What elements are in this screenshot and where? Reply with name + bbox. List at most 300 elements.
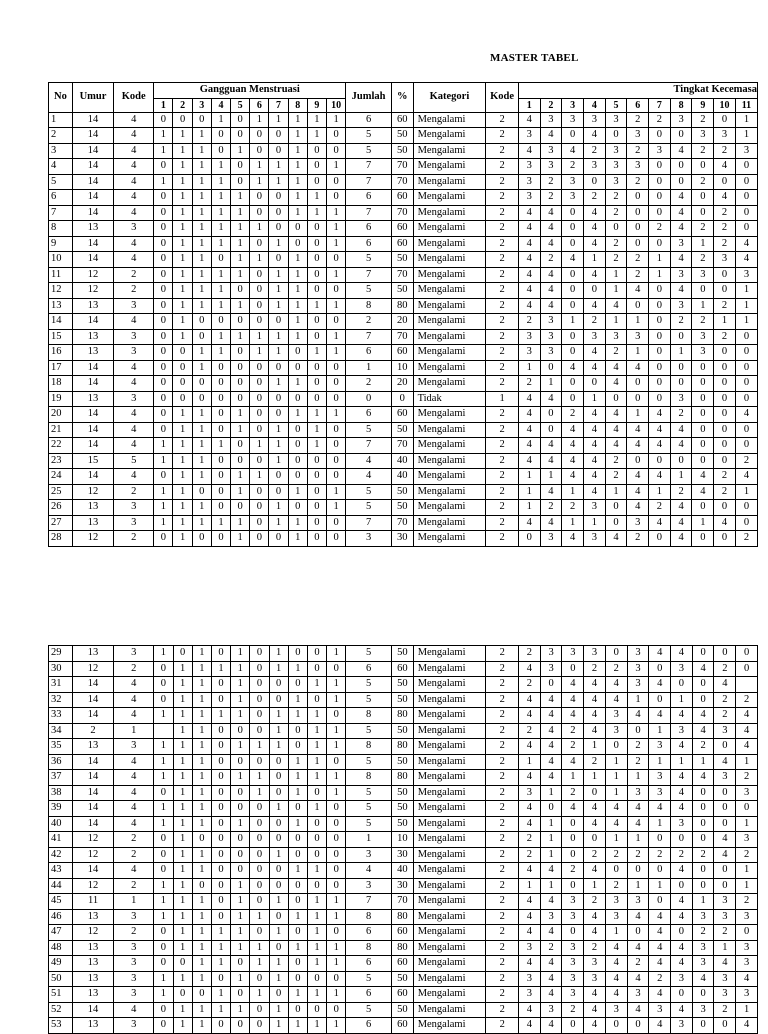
table-cell: 4 — [519, 956, 541, 972]
table-cell: 1 — [307, 894, 326, 910]
table-cell: 6 — [49, 190, 73, 206]
table-cell: 1 — [231, 816, 250, 832]
table-cell: 3 — [562, 971, 584, 987]
table-cell: 1 — [154, 909, 173, 925]
gangguan-item-header: 10 — [326, 98, 345, 112]
table-cell: 2 — [486, 283, 519, 299]
table-cell: 1 — [540, 785, 562, 801]
table-cell: 3 — [518, 190, 540, 206]
table-cell: 1 — [173, 205, 192, 221]
table-cell: 0 — [562, 816, 584, 832]
table-cell: 4 — [114, 785, 154, 801]
table-cell: 0 — [288, 438, 307, 454]
table-cell: 1 — [670, 469, 692, 485]
table-cell: 1 — [627, 345, 649, 361]
table-cell: 0 — [692, 692, 714, 708]
table-cell: 6 — [346, 112, 392, 128]
table-cell: 2 — [486, 646, 519, 662]
table-cell: 0 — [211, 453, 230, 469]
table-cell: 4 — [670, 143, 692, 159]
table-cell: 2 — [114, 531, 154, 547]
table-cell: 0 — [540, 801, 562, 817]
table-cell: 4 — [627, 816, 649, 832]
table-cell: 0 — [192, 531, 211, 547]
table-cell: 2 — [714, 1002, 736, 1018]
table-cell: 4 — [735, 407, 757, 423]
table-cell: 4 — [540, 438, 562, 454]
table-cell: 4 — [605, 298, 627, 314]
table-cell: 4 — [670, 422, 692, 438]
table-cell: 49 — [49, 956, 73, 972]
table-cell: 0 — [211, 816, 230, 832]
table-cell: 5 — [346, 801, 392, 817]
table-cell: 0 — [735, 360, 757, 376]
table-cell: 1 — [192, 1002, 211, 1018]
table-row — [49, 646, 758, 662]
table-cell: 0 — [307, 878, 326, 894]
table-cell: 2 — [540, 500, 562, 516]
table-cell: 1 — [288, 174, 307, 190]
table-cell: Mengalami — [413, 531, 486, 547]
table-cell: 0 — [269, 754, 288, 770]
table-cell: 1 — [192, 956, 211, 972]
table-cell: 4 — [540, 236, 562, 252]
table-cell: 60 — [391, 190, 413, 206]
table-cell: 1 — [326, 407, 345, 423]
table-cell: 2 — [486, 863, 519, 879]
table-cell: 4 — [649, 422, 671, 438]
table-cell: Mengalami — [413, 723, 486, 739]
table-cell: 30 — [391, 531, 413, 547]
table-cell: 3 — [519, 785, 541, 801]
table-cell: 3 — [605, 112, 627, 128]
table-cell: 4 — [584, 925, 606, 941]
table-cell: 0 — [211, 1018, 230, 1034]
table-cell: 80 — [391, 909, 413, 925]
table-cell: 4 — [627, 708, 649, 724]
table-cell: 1 — [192, 128, 211, 144]
table-cell: 1 — [250, 469, 269, 485]
table-cell: 1 — [192, 205, 211, 221]
table-cell: 3 — [692, 956, 714, 972]
table-cell: 1 — [211, 283, 230, 299]
table-cell: 1 — [605, 283, 627, 299]
table-cell: 1 — [326, 500, 345, 516]
table-cell: 0 — [250, 661, 269, 677]
table-cell: Mengalami — [413, 484, 486, 500]
table-cell: 0 — [173, 360, 192, 376]
table-cell: 8 — [49, 221, 73, 237]
table-cell: 0 — [649, 376, 671, 392]
table-cell: 1 — [671, 754, 693, 770]
table-cell: 39 — [49, 801, 73, 817]
table-cell: 2 — [540, 190, 562, 206]
table-cell: 38 — [49, 785, 73, 801]
table-cell: 4 — [114, 677, 154, 693]
page-title: MASTER TABEL — [490, 52, 579, 64]
table-row — [49, 739, 758, 755]
table-cell: 1 — [211, 956, 230, 972]
table-cell: 2 — [627, 143, 649, 159]
table-cell: 0 — [154, 205, 173, 221]
table-cell: 1 — [231, 484, 250, 500]
table-cell: 2 — [562, 723, 584, 739]
table-cell: 70 — [391, 159, 413, 175]
table-cell: 1 — [154, 453, 173, 469]
table-cell: Tidak — [413, 391, 486, 407]
table-cell: 3 — [540, 1002, 562, 1018]
table-cell: 1 — [250, 345, 269, 361]
table-cell: 0 — [307, 391, 326, 407]
table-cell: 0 — [269, 987, 288, 1003]
table-cell: 3 — [735, 143, 757, 159]
table-cell: 4 — [736, 708, 758, 724]
table-cell: 20 — [391, 314, 413, 330]
table-cell: 1 — [326, 484, 345, 500]
table-cell: 2 — [714, 205, 736, 221]
table-cell: 1 — [250, 909, 269, 925]
table-cell: 60 — [391, 407, 413, 423]
table-cell: 1 — [519, 878, 541, 894]
table-cell: 1 — [288, 283, 307, 299]
table-cell: 0 — [154, 785, 173, 801]
table-cell: 0 — [231, 785, 250, 801]
table-cell: 1 — [692, 298, 714, 314]
table-cell: 1 — [173, 267, 192, 283]
table-cell: 4 — [562, 531, 584, 547]
table-cell: 9 — [49, 236, 73, 252]
table-cell: 0 — [211, 832, 230, 848]
table-cell: Mengalami — [413, 878, 486, 894]
table-cell: 2 — [114, 847, 154, 863]
table-cell: 1 — [518, 484, 540, 500]
table-cell: 4 — [518, 391, 540, 407]
table-cell: 2 — [519, 646, 541, 662]
table-cell: 0 — [269, 878, 288, 894]
table-cell: 0 — [692, 360, 714, 376]
table-cell: 0 — [231, 376, 250, 392]
table-cell: 14 — [72, 376, 113, 392]
table-cell: 0 — [326, 174, 345, 190]
table-cell: 0 — [605, 863, 627, 879]
table-cell: 1 — [211, 515, 230, 531]
table-cell: 0 — [326, 469, 345, 485]
table-cell: 0 — [307, 453, 326, 469]
table-row — [49, 329, 758, 345]
table-cell: 0 — [562, 878, 584, 894]
table-cell: 1 — [269, 267, 288, 283]
table-cell: 1 — [173, 708, 192, 724]
table-cell: 1 — [307, 345, 326, 361]
table-cell: 8 — [346, 708, 392, 724]
table-cell: 2 — [486, 221, 519, 237]
table-cell: 0 — [154, 469, 173, 485]
table-cell: 1 — [154, 754, 173, 770]
table-cell: 2 — [735, 531, 757, 547]
table-cell: 4 — [671, 801, 693, 817]
table-cell: 0 — [735, 221, 757, 237]
table-cell: 3 — [114, 500, 154, 516]
table-cell: Mengalami — [413, 453, 486, 469]
table-cell: 0 — [692, 500, 714, 516]
table-cell: 6 — [346, 1018, 392, 1034]
table-cell: 0 — [327, 832, 346, 848]
table-cell: 4 — [736, 1018, 758, 1034]
table-cell: 3 — [114, 391, 154, 407]
table-cell: 2 — [562, 407, 584, 423]
table-cell: 4 — [114, 422, 154, 438]
table-cell: 4 — [670, 531, 692, 547]
table-cell: 1 — [211, 236, 230, 252]
table-cell: 4 — [540, 205, 562, 221]
table-cell: 14 — [72, 677, 113, 693]
table-cell: 2 — [486, 360, 519, 376]
table-cell: 0 — [649, 298, 671, 314]
table-cell: 0 — [154, 422, 173, 438]
table-cell: 1 — [605, 770, 627, 786]
table-cell: 4 — [540, 515, 562, 531]
table-cell: 2 — [486, 128, 519, 144]
table-cell: 13 — [72, 956, 113, 972]
table-cell: 0 — [605, 128, 627, 144]
table-cell: 2 — [486, 112, 519, 128]
table-cell: 1 — [154, 500, 173, 516]
table-cell: 2 — [486, 832, 519, 848]
table-cell: 0 — [584, 785, 606, 801]
table-cell: 1 — [173, 661, 192, 677]
table-cell: 4 — [518, 298, 540, 314]
table-cell: 0 — [583, 174, 605, 190]
table-cell: 30 — [391, 847, 413, 863]
table-cell: 1 — [231, 298, 250, 314]
table-cell: 0 — [714, 1018, 736, 1034]
table-cell: 1 — [288, 692, 307, 708]
table-cell: 1 — [192, 267, 211, 283]
table-cell: 1 — [327, 940, 346, 956]
table-cell: 1 — [269, 174, 288, 190]
table-cell: 1 — [231, 252, 250, 268]
table-cell: 4 — [519, 739, 541, 755]
table-cell: 1 — [173, 754, 192, 770]
table-cell: 0 — [154, 1018, 173, 1034]
table-row — [49, 1018, 758, 1034]
table-cell: 1 — [269, 708, 288, 724]
table-cell: 4 — [114, 128, 154, 144]
table-cell: 1 — [192, 723, 211, 739]
table-cell: 2 — [627, 754, 649, 770]
table-cell: 3 — [649, 785, 671, 801]
table-cell: 0 — [670, 128, 692, 144]
table-cell: 1 — [307, 422, 326, 438]
table-cell: 0 — [250, 500, 269, 516]
table-cell: 0 — [649, 314, 671, 330]
table-row — [49, 801, 758, 817]
table-cell: 1 — [735, 298, 757, 314]
table-cell: 10 — [49, 252, 73, 268]
table-cell: 3 — [670, 267, 692, 283]
table-cell: 0 — [154, 847, 173, 863]
table-cell: 4 — [540, 739, 562, 755]
table-cell: 0 — [250, 128, 269, 144]
table-cell: 1 — [173, 422, 192, 438]
table-cell: 1 — [269, 739, 288, 755]
table-cell: 4 — [540, 283, 562, 299]
table-cell: 1 — [173, 143, 192, 159]
table-cell: 50 — [391, 252, 413, 268]
table-cell: 1 — [288, 112, 307, 128]
table-cell: 1 — [288, 708, 307, 724]
table-cell: 1 — [346, 360, 392, 376]
table-cell: 4 — [114, 252, 154, 268]
table-cell: 0 — [250, 816, 269, 832]
table-cell: 5 — [346, 1002, 392, 1018]
table-cell: 1 — [649, 723, 671, 739]
table-cell: 4 — [605, 360, 627, 376]
table-cell: 8 — [346, 940, 392, 956]
kecemasan-item-header: 10 — [714, 98, 736, 112]
table-cell: 0 — [605, 515, 627, 531]
table-cell: 6 — [346, 987, 392, 1003]
table-cell: 1 — [173, 832, 192, 848]
table-cell: 4 — [583, 438, 605, 454]
table-cell: 7 — [346, 515, 392, 531]
table-cell: 60 — [391, 236, 413, 252]
table-cell: Mengalami — [413, 174, 486, 190]
table-row — [49, 360, 758, 376]
table-row — [49, 143, 758, 159]
table-cell: 3 — [562, 894, 584, 910]
table-cell: 1 — [173, 801, 192, 817]
table-cell: 3 — [714, 723, 736, 739]
table-cell: 25 — [49, 484, 73, 500]
table-cell: 1 — [231, 909, 250, 925]
table-cell: 4 — [49, 159, 73, 175]
table-cell: Mengalami — [413, 1018, 486, 1034]
table-cell: 0 — [307, 360, 326, 376]
table-cell: 0 — [649, 174, 671, 190]
table-cell: 3 — [627, 329, 649, 345]
table-cell: 3 — [627, 128, 649, 144]
table-cell: 3 — [562, 174, 584, 190]
table-cell: 1 — [154, 894, 173, 910]
table-cell: 0 — [154, 391, 173, 407]
table-cell: 1 — [231, 422, 250, 438]
table-cell: 2 — [627, 956, 649, 972]
table-cell: 0 — [211, 407, 230, 423]
table-cell: 0 — [649, 236, 671, 252]
table-cell: 0 — [714, 407, 736, 423]
table-row — [49, 267, 758, 283]
table-cell: Mengalami — [413, 298, 486, 314]
table-cell: 50 — [391, 484, 413, 500]
table-cell: 3 — [714, 252, 736, 268]
table-cell: 0 — [231, 500, 250, 516]
table-cell: Mengalami — [413, 925, 486, 941]
table-cell: 1 — [192, 190, 211, 206]
table-cell: 1 — [288, 863, 307, 879]
table-cell: 0 — [671, 987, 693, 1003]
table-cell: 4 — [605, 956, 627, 972]
table-cell: 3 — [692, 128, 714, 144]
table-cell: 0 — [269, 143, 288, 159]
table-cell: 6 — [346, 190, 392, 206]
table-cell: 0 — [211, 252, 230, 268]
table-cell: 0 — [231, 956, 250, 972]
table-cell: 1 — [540, 469, 562, 485]
table-cell: 4 — [671, 940, 693, 956]
table-cell: 0 — [288, 345, 307, 361]
table-cell: 3 — [114, 221, 154, 237]
table-cell: Mengalami — [413, 515, 486, 531]
table-cell: 4 — [736, 723, 758, 739]
table-cell: 4 — [562, 143, 584, 159]
table-cell: 0 — [692, 422, 714, 438]
table-cell: 1 — [649, 878, 671, 894]
table-cell: 2 — [670, 484, 692, 500]
table-cell: 3 — [519, 940, 541, 956]
table-cell: 60 — [391, 987, 413, 1003]
table-cell: 2 — [605, 453, 627, 469]
table-cell: 1 — [173, 329, 192, 345]
table-cell: 0 — [269, 469, 288, 485]
gangguan-item-header: 1 — [154, 98, 173, 112]
table-cell: 2 — [486, 174, 519, 190]
table-cell: 1 — [154, 770, 173, 786]
table-cell: 2 — [562, 863, 584, 879]
table-cell: 4 — [346, 469, 392, 485]
table-cell: 70 — [391, 329, 413, 345]
table-cell: 5 — [346, 646, 392, 662]
table-cell: 4 — [627, 500, 649, 516]
table-cell: 0 — [211, 909, 230, 925]
table-cell: 1 — [173, 283, 192, 299]
table-row — [49, 407, 758, 423]
table-cell: 11 — [72, 894, 113, 910]
table-cell: 1 — [49, 112, 73, 128]
table-cell: 2 — [486, 956, 519, 972]
table-cell: 1 — [307, 987, 326, 1003]
table-cell: 8 — [346, 298, 392, 314]
table-cell: 1 — [192, 515, 211, 531]
table-cell: 1 — [192, 453, 211, 469]
table-cell: 2 — [692, 112, 714, 128]
table-cell: 1 — [211, 298, 230, 314]
kecemasan-item-header: 9 — [692, 98, 714, 112]
table-cell: 0 — [269, 832, 288, 848]
table-cell: 4 — [519, 661, 541, 677]
table-cell: 3 — [649, 739, 671, 755]
table-cell: 0 — [627, 205, 649, 221]
table-cell: 1 — [583, 515, 605, 531]
table-cell: 0 — [714, 283, 736, 299]
table-cell: 0 — [670, 453, 692, 469]
table-row — [49, 816, 758, 832]
table-cell: 1 — [562, 484, 584, 500]
table-cell: 0 — [692, 801, 714, 817]
table-cell: 14 — [72, 236, 113, 252]
table-row — [49, 376, 758, 392]
table-cell: 2 — [486, 1002, 519, 1018]
table-cell: 1 — [269, 515, 288, 531]
table-cell: 4 — [518, 221, 540, 237]
table-cell: 4 — [114, 190, 154, 206]
table-cell: 5 — [346, 723, 392, 739]
table-cell: 1 — [269, 971, 288, 987]
table-cell: 1 — [627, 770, 649, 786]
table-cell: 0 — [269, 205, 288, 221]
table-cell: 1 — [192, 708, 211, 724]
table-cell: 1 — [211, 925, 230, 941]
